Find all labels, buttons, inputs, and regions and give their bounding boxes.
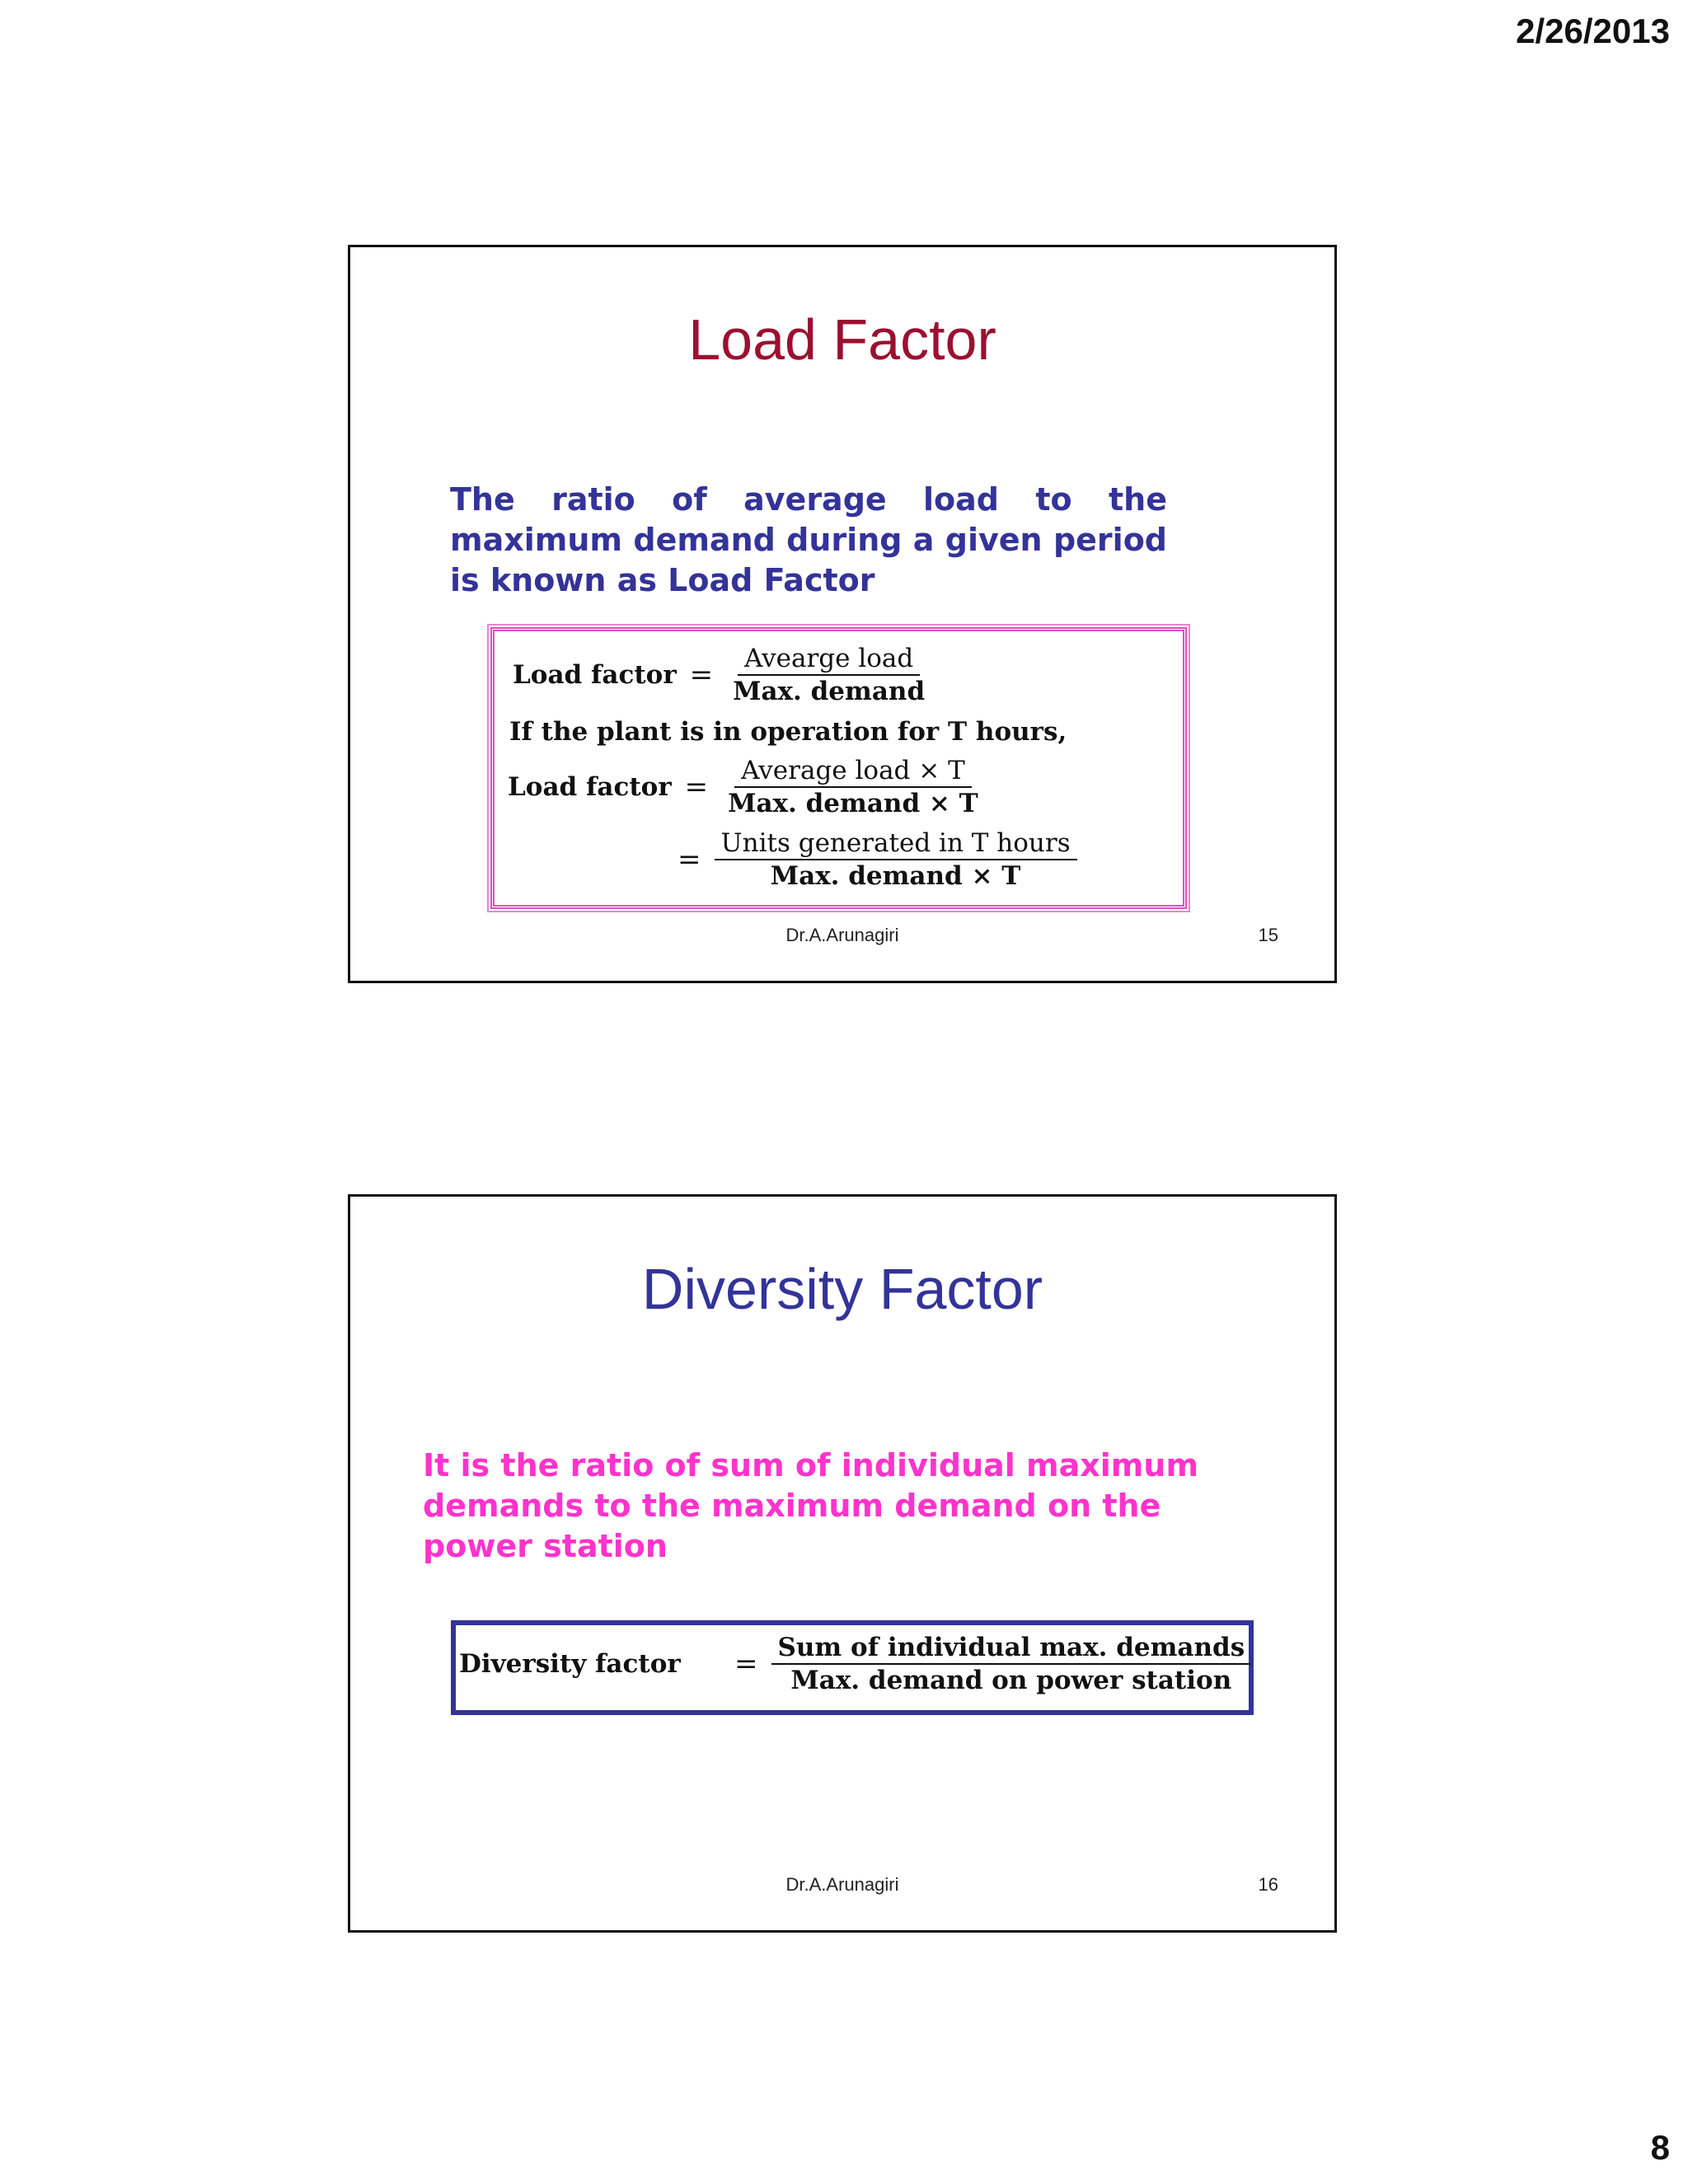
formula-row-2 (508, 755, 985, 819)
slide-load-factor (348, 245, 1337, 983)
slide-definition: The ratio of average load to the maximum demand during a given period is known as Load Factor (450, 481, 1167, 598)
slide-title: Load Factor (688, 307, 996, 372)
equals-sign: = (678, 843, 701, 876)
equals-sign: = (734, 1647, 758, 1680)
fraction-denominator: Max. demand × T (728, 789, 978, 818)
slide-number: 16 (1258, 1874, 1278, 1895)
slide-diversity-factor (348, 1194, 1337, 1933)
fraction (726, 643, 931, 707)
diversity-factor-formula-box (451, 1620, 1254, 1715)
fraction-denominator: Max. demand on power station (790, 1666, 1232, 1695)
fraction-numerator: Avearge load (738, 643, 920, 676)
formula-row (459, 1632, 1251, 1696)
page-date: 2/26/2013 (1516, 12, 1670, 50)
formula-label: Diversity factor (459, 1649, 681, 1679)
load-factor-formula-box (490, 627, 1187, 909)
fraction (721, 755, 985, 819)
fraction (771, 1632, 1252, 1696)
fraction-denominator: Max. demand (733, 677, 926, 706)
equals-sign: = (684, 771, 709, 804)
fraction-numerator: Average load × T (734, 755, 972, 788)
fraction-denominator: Max. demand × T (770, 861, 1021, 891)
formula-row-3 (664, 827, 1077, 892)
formula-row-1 (513, 643, 931, 707)
formula-label: Load factor (508, 772, 672, 802)
equals-sign: = (689, 658, 714, 691)
slide-definition: It is the ratio of sum of individual maximum demands to the maximum demand on the power station (423, 1447, 1199, 1564)
slide-footer-author: Dr.A.Arunagiri (785, 1874, 899, 1895)
slide-title: Diversity Factor (641, 1257, 1043, 1321)
page-number: 8 (1650, 2128, 1670, 2167)
formula-label: Load factor (513, 660, 677, 690)
fraction-numerator: Sum of individual max. demands (771, 1632, 1252, 1665)
fraction (715, 827, 1077, 892)
formula-condition: If the plant is in operation for T hours, (509, 717, 1067, 747)
fraction-numerator: Units generated in T hours (715, 827, 1077, 860)
slide-footer-author: Dr.A.Arunagiri (785, 925, 899, 945)
slide-number: 15 (1258, 925, 1278, 945)
